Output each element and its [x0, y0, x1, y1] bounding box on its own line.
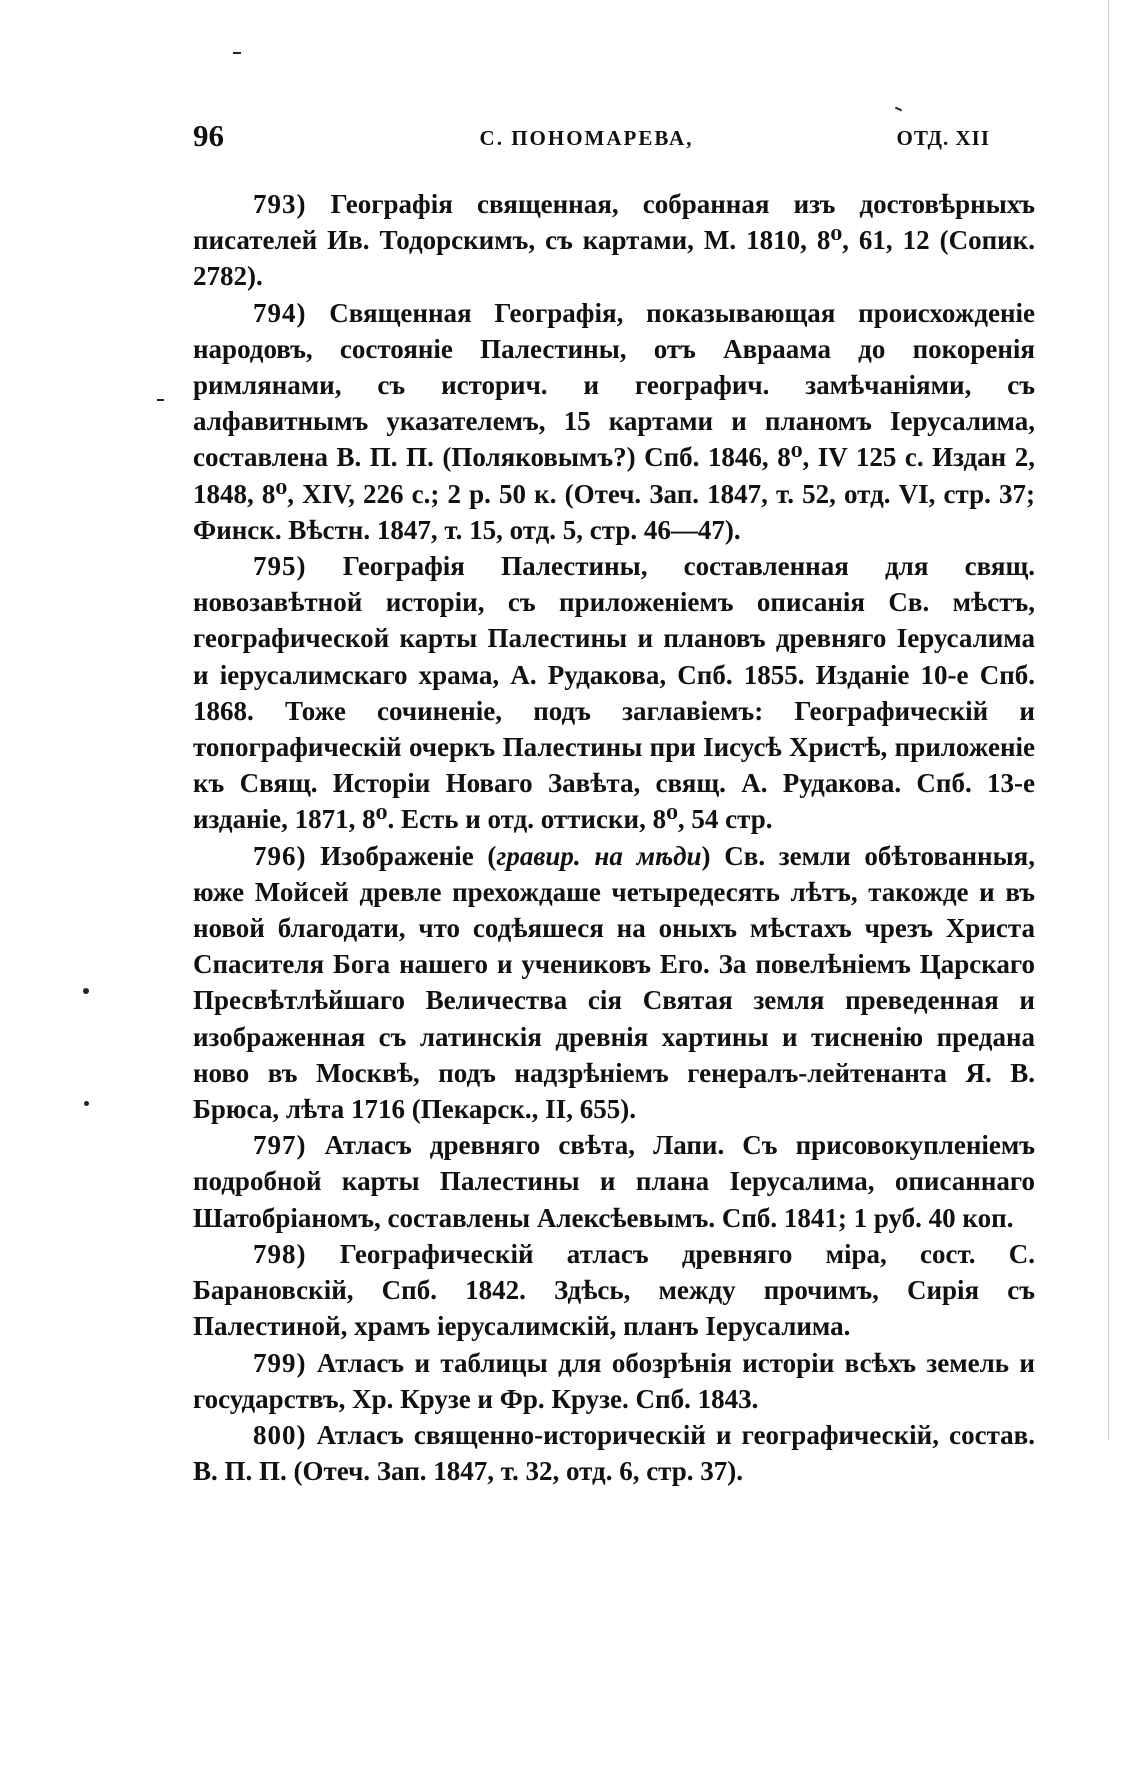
entry-text: Атласъ древняго свѣта, Лапи. Съ присовокупленіемъ подробной карты Палестины и плана Іерусалима, описаннаго Шатобріаномъ, составлены Алексѣевымъ. Спб. 1841; 1 руб. 40 коп.	[193, 1130, 1035, 1233]
entry-text-before: Изображеніе (	[320, 840, 497, 871]
entry-794	[193, 295, 1035, 548]
scan-speck	[895, 107, 902, 112]
entry-text-italic: гравир. на мѣди	[496, 840, 702, 871]
entry-number: 796)	[253, 840, 307, 871]
entry-text: Географія священная, собранная изъ достовѣрныхъ писателей Ив. Тодорскимъ, съ картами, М. 1810, 8⁰, 61, 12 (Сопик. 2782).	[193, 189, 1036, 292]
scan-edge	[1108, 0, 1109, 1440]
entry-text: Географическій атласъ древняго міра, сост. С. Барановскій, Спб. 1842. Здѣсь, между прочимъ, Сирія съ Палестиной, храмъ іерусалимскій, планъ Іерусалима.	[193, 1238, 1036, 1342]
entry-text-after: ) Св. земли обѣтованныя, юже Мойсей древле прехождаше четыредесять лѣтъ, такожде и въ новой благодати, что содѣяшеся на оныхъ мѣстахъ чрезъ Христа Спасителя Бога нашего и учениковъ Его. За повелѣніемъ Царскаго Пресвѣтлѣйшаго Величества сія Святая земля преведенная и изображенная съ латинскія древнія хартины и тисненію предана ново въ Москвѣ, подъ надзрѣніемъ генералъ-лейтенанта Я. В. Брюса, лѣта 1716 (Пекарск., II, 655).	[193, 840, 1036, 1125]
entry-text: Священная Географія, показывающая происхожденіе народовъ, состояніе Палестины, отъ Авраама до покоренія римлянами, съ историч. и географич. замѣчаніями, съ алфавитнымъ указателемъ, 15 картами и планомъ Іерусалима, составлена В. П. П. (Поляковымъ?) Спб. 1846, 8⁰, IV 125 с. Издан 2, 1848, 8⁰, XIV, 226 с.; 2 р. 50 к. (Отеч. Зап. 1847, т. 52, отд. VI, стр. 37; Финск. Вѣстн. 1847, т. 15, отд. 5, стр. 46—47).	[193, 297, 1035, 545]
scan-speck	[84, 1101, 89, 1106]
entry-number: 798)	[253, 1238, 307, 1269]
scan-speck	[233, 52, 241, 54]
entry-number: 795)	[253, 551, 307, 582]
entry-number: 799)	[253, 1347, 307, 1378]
section-label: ОТД. XII	[896, 126, 990, 150]
entry-796	[193, 838, 1035, 1128]
entry-793	[193, 186, 1035, 295]
scan-speck	[83, 988, 89, 994]
entry-799	[193, 1345, 1035, 1417]
entry-number: 794)	[253, 297, 307, 328]
page-number: 96	[193, 118, 224, 153]
entry-text: Атласъ и таблицы для обозрѣнія исторіи всѣхъ земель и государствъ, Хр. Крузе и Фр. Крузе. Спб. 1843.	[193, 1347, 1035, 1414]
entry-number: 793)	[253, 189, 307, 219]
entry-number: 800)	[253, 1419, 307, 1450]
entry-800	[193, 1417, 1035, 1489]
entry-text: Атласъ священно-историческій и географическій, состав. В. П. П. (Отеч. Зап. 1847, т. 32, отд. 6, стр. 37).	[193, 1419, 1035, 1487]
entry-text: Географія Палестины, составленная для свящ. новозавѣтной исторіи, съ приложеніемъ описанія Св. мѣстъ, географической карты Палестины и плановъ древняго Іерусалима и іерусалимскаго храма, А. Рудакова, Спб. 1855. Изданіе 10-е Спб. 1868. Тоже сочиненіе, подъ заглавіемъ: Географическій и топографическій очеркъ Палестины при Іисусѣ Христѣ, приложеніе къ Свящ. Исторіи Новаго Завѣта, свящ. А. Рудакова. Спб. 13-е изданіе, 1871, 8⁰. Есть и отд. оттиски, 8⁰, 54 стр.	[193, 551, 1035, 835]
page-body	[193, 186, 1035, 1489]
entry-798	[193, 1236, 1035, 1345]
entry-number: 797)	[253, 1130, 307, 1161]
entry-795	[193, 548, 1035, 838]
entry-797	[193, 1127, 1035, 1236]
page-header	[193, 118, 990, 168]
scan-speck	[157, 399, 164, 401]
running-title: С. ПОНОМАРЕВА,	[479, 126, 694, 150]
